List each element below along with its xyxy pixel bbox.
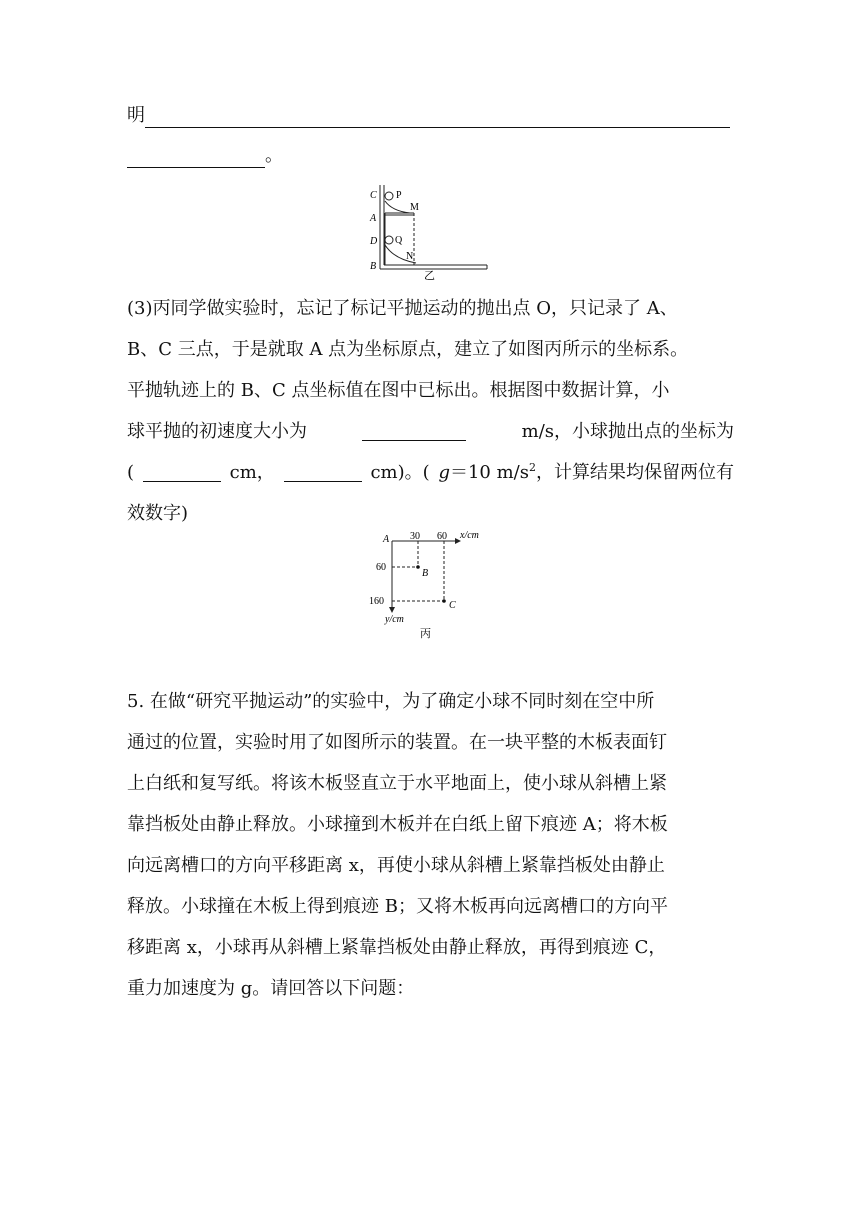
- fig-bing-ytick-60: 60: [376, 562, 386, 573]
- part3-line-1: (3)丙同学做实验时，忘记了标记平抛运动的抛出点 O，只记录了 A、: [127, 298, 678, 319]
- gravity-tail: ，计算结果均保留两位有: [535, 462, 734, 483]
- x-coordinate-blank[interactable]: [143, 461, 221, 482]
- q5-line-7: 移距离 x，小球再从斜槽上紧靠挡板处由静止释放，再得到痕迹 C，: [127, 937, 667, 958]
- fig-bing-label-C: C: [449, 600, 456, 611]
- end-mark: 。: [265, 145, 283, 166]
- q5-line-1: 5. 在做“研究平抛运动”的实验中，为了确定小球不同时刻在空中所: [127, 691, 655, 712]
- q5-line-2: 通过的位置，实验时用了如图所示的装置。在一块平整的木板表面钉: [127, 732, 667, 753]
- unit-cm-2: cm)。(: [370, 462, 430, 483]
- fig-yi-label-M: M: [410, 202, 419, 213]
- gravity-value: ＝10 m/s: [449, 462, 529, 483]
- answer-blank-long[interactable]: [145, 107, 730, 128]
- fig-bing-caption: 丙: [420, 628, 431, 640]
- fig-bing-ytick-160: 160: [369, 596, 384, 607]
- q5-line-3: 上白纸和复写纸。将该木板竖直立于水平地面上，使小球从斜槽上紧: [127, 773, 667, 794]
- fig-bing-xtick-30: 30: [410, 531, 420, 542]
- q5-line-6: 释放。小球撞在木板上得到痕迹 B；又将木板再向远离槽口的方向平: [127, 896, 668, 917]
- q5-line-5: 向远离槽口的方向平移距离 x，再使小球从斜槽上紧靠挡板处由静止: [127, 855, 665, 876]
- fig-yi-caption: 乙: [424, 270, 435, 282]
- point-B: [416, 565, 420, 569]
- g-symbol: g: [438, 462, 450, 483]
- part3-line-5: [127, 461, 734, 485]
- fig-yi-label-B: B: [370, 261, 377, 272]
- velocity-blank[interactable]: [362, 420, 466, 441]
- gravity-note: [438, 461, 734, 485]
- fig-yi-label-D: D: [370, 236, 378, 247]
- fig-yi-label-A: A: [370, 213, 377, 224]
- part3-line-4-tail: m/s，小球抛出点的坐标为: [521, 421, 734, 442]
- fig-bing-xtick-60: 60: [437, 531, 447, 542]
- part3-line-3: 平抛轨迹上的 B、C 点坐标值在图中已标出。根据图中数据计算，小: [127, 380, 670, 401]
- fig-bing-label-B: B: [422, 568, 429, 579]
- y-coordinate-blank[interactable]: [284, 461, 362, 482]
- point-C: [442, 599, 446, 603]
- fig-yi-label-C: C: [370, 190, 377, 201]
- answer-line-2: [127, 144, 283, 168]
- answer-prefix: 明: [127, 105, 145, 126]
- answer-line-1: [127, 104, 730, 128]
- paren-open: (: [127, 462, 135, 483]
- unit-cm-1: cm，: [229, 462, 275, 483]
- figure-yi: [362, 183, 492, 283]
- part3-line-6: 效数字): [127, 503, 189, 524]
- fig-bing-ylabel: y/cm: [385, 614, 404, 625]
- fig-bing-xlabel: x/cm: [460, 530, 479, 541]
- answer-blank-short[interactable]: [127, 147, 265, 168]
- fig-yi-label-Q: Q: [395, 235, 403, 246]
- part3-line-4-text: 球平抛的初速度大小为: [127, 421, 307, 442]
- part3-line-4: [127, 420, 734, 444]
- part3-line-2: B、C 三点，于是就取 A 点为坐标原点，建立了如图丙所示的坐标系。: [127, 339, 689, 360]
- q5-line-4: 靠挡板处由静止释放。小球撞到木板并在白纸上留下痕迹 A；将木板: [127, 814, 668, 835]
- fig-bing-origin: A: [383, 534, 390, 545]
- q5-line-8: 重力加速度为 g。请回答以下问题：: [127, 978, 415, 999]
- figure-bing: [362, 528, 502, 648]
- gravity-exponent: 2: [528, 461, 536, 474]
- fig-yi-label-P: P: [396, 190, 402, 201]
- fig-yi-label-N: N: [406, 251, 414, 262]
